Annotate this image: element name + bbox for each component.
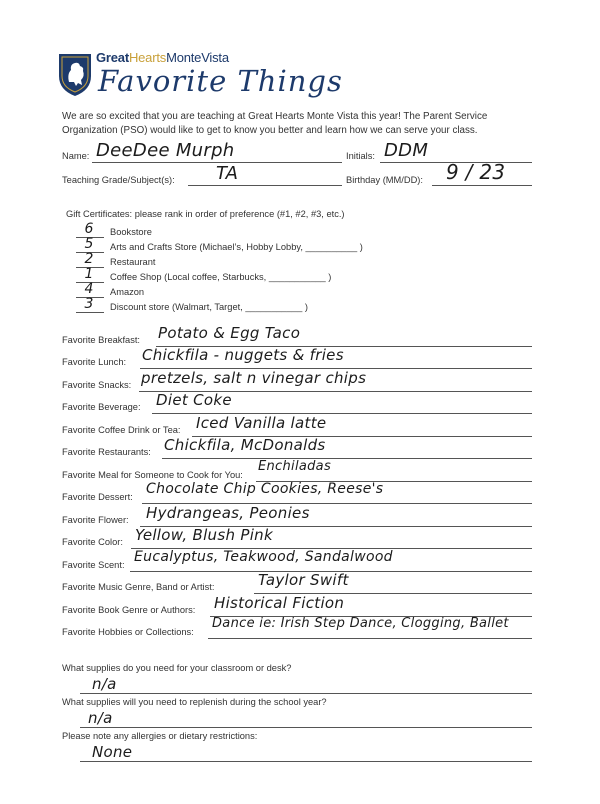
gift-label-6: Discount store (Walmart, Target, ___________ ) — [110, 302, 308, 312]
favorite-coffee-value: Iced Vanilla latte — [196, 414, 327, 432]
answer-line — [80, 761, 532, 762]
replenish-answer: n/a — [88, 709, 113, 727]
gift-label-1: Bookstore — [110, 227, 152, 237]
favorite-lunch-label: Favorite Lunch: — [62, 357, 127, 367]
gift-rank-1: 6 — [84, 221, 94, 237]
favorite-restaurants-label: Favorite Restaurants: — [62, 447, 151, 457]
allergies-answer: None — [92, 743, 133, 761]
favorite-breakfast-label: Favorite Breakfast: — [62, 335, 141, 345]
favorite-scent-value: Eucalyptus, Teakwood, Sandalwood — [134, 549, 393, 565]
name-label: Name: — [62, 151, 90, 161]
birthday-value: 9 / 23 — [446, 160, 506, 184]
replenish-question: What supplies will you need to replenish during the school year? — [62, 697, 327, 707]
favorite-book-value: Historical Fiction — [214, 594, 345, 612]
grade-line — [188, 185, 342, 186]
gift-rank-2: 5 — [84, 236, 94, 252]
allergies-question: Please note any allergies or dietary restrictions: — [62, 731, 258, 741]
favorite-dessert-label: Favorite Dessert: — [62, 492, 133, 502]
name-value: DeeDee Murph — [96, 140, 235, 161]
page-title: Favorite Things — [98, 64, 343, 98]
favorite-beverage-label: Favorite Beverage: — [62, 402, 141, 412]
favorite-restaurants-value: Chickfila, McDonalds — [164, 436, 326, 454]
brand-hearts: Hearts — [128, 50, 167, 65]
gift-rank-6: 3 — [84, 296, 94, 312]
favorite-hobbies-value: Dance ie: Irish Step Dance, Clogging, Ballet — [212, 616, 509, 631]
favorite-lunch-value: Chickfila - nuggets & fries — [142, 346, 344, 364]
supplies-answer: n/a — [92, 675, 117, 693]
favorite-meal-label: Favorite Meal for Someone to Cook for You: — [62, 470, 243, 480]
answer-line — [80, 727, 532, 728]
gift-rank-5: 4 — [84, 281, 94, 297]
initials-value: DDM — [384, 140, 429, 161]
gift-rank-line — [76, 312, 104, 313]
favorite-meal-value: Enchiladas — [258, 459, 332, 474]
favorite-scent-label: Favorite Scent: — [62, 560, 125, 570]
favorite-coffee-label: Favorite Coffee Drink or Tea: — [62, 425, 181, 435]
favorite-line — [162, 458, 532, 459]
gift-label-2: Arts and Crafts Store (Michael’s, Hobby Lobby, __________ ) — [110, 242, 363, 252]
favorite-book-label: Favorite Book Genre or Authors: — [62, 605, 196, 615]
favorite-beverage-value: Diet Coke — [156, 391, 232, 409]
favorite-color-label: Favorite Color: — [62, 537, 123, 547]
favorite-dessert-value: Chocolate Chip Cookies, Reese's — [146, 481, 384, 497]
favorite-hobbies-label: Favorite Hobbies or Collections: — [62, 627, 194, 637]
school-crest-icon — [57, 52, 93, 98]
favorite-music-label: Favorite Music Genre, Band or Artist: — [62, 582, 215, 592]
favorite-breakfast-value: Potato & Egg Taco — [158, 324, 301, 342]
grade-label: Teaching Grade/Subject(s): — [62, 175, 175, 185]
favorite-color-value: Yellow, Blush Pink — [135, 526, 273, 544]
favorite-music-value: Taylor Swift — [258, 571, 349, 589]
brand-great: Great — [96, 50, 129, 65]
gift-label-3: Restaurant — [110, 257, 156, 267]
initials-label: Initials: — [346, 151, 375, 161]
gift-label-4: Coffee Shop (Local coffee, Starbucks, ___________ ) — [110, 272, 332, 282]
gift-heading: Gift Certificates: please rank in order of preference (#1, #2, #3, etc.) — [66, 209, 345, 219]
favorite-snacks-value: pretzels, salt n vinegar chips — [141, 369, 367, 387]
birthday-label: Birthday (MM/DD): — [346, 175, 423, 185]
supplies-question: What supplies do you need for your classroom or desk? — [62, 663, 292, 673]
favorite-flower-label: Favorite Flower: — [62, 515, 129, 525]
birthday-line — [432, 185, 532, 186]
gift-rank-3: 2 — [84, 251, 94, 267]
brand-montevista: MonteVista — [166, 50, 229, 65]
favorite-flower-value: Hydrangeas, Peonies — [146, 504, 310, 522]
brand-wordmark — [96, 50, 229, 65]
intro-paragraph: We are so excited that you are teaching at Great Hearts Monte Vista this year! The Parent Service Organization (PSO) would like to get to know you better and learn how we can serve your class. — [62, 111, 488, 136]
gift-rank-4: 1 — [84, 266, 94, 282]
favorite-snacks-label: Favorite Snacks: — [62, 380, 132, 390]
grade-value: TA — [216, 163, 239, 184]
answer-line — [80, 693, 532, 694]
gift-label-5: Amazon — [110, 287, 145, 297]
favorite-line — [208, 638, 532, 639]
